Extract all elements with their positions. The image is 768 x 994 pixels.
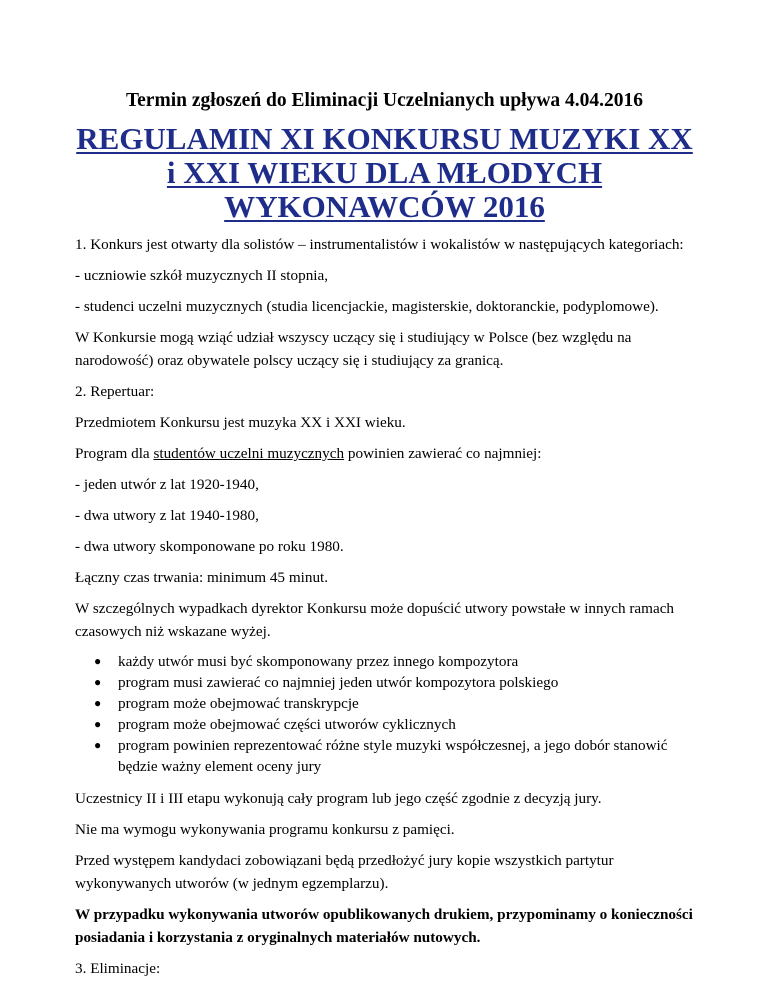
bullet-icon: ● (94, 738, 102, 752)
jury-decision-paragraph: Uczestnicy II i III etapu wykonują cały program lub jego część zgodnie z decyzją jury. (75, 790, 602, 807)
eligibility-paragraph: W Konkursie mogą wziąć udział wszyscy uczący się i studiujący w Polsce (bez względu na narodowość) oraz obywatele polscy uczący się i studiujący za granicą. (75, 329, 632, 369)
list-item (94, 714, 694, 735)
requirement-after-1980: - dwa utwory skomponowane po roku 1980. (75, 538, 344, 555)
list-item-text: program może obejmować transkrypcje (118, 695, 359, 712)
title-line-1: REGULAMIN XI KONKURSU MUZYKI XX (76, 121, 693, 156)
list-item (94, 672, 694, 693)
section-3-heading: 3. Eliminacje: (75, 960, 161, 977)
requirement-1940-1980: - dwa utwory z lat 1940-1980, (75, 507, 259, 524)
program-rules-list (75, 651, 694, 777)
exceptions-paragraph: W szczególnych wypadkach dyrektor Konkursu może dopuścić utwory powstałe w innych ramach czasowych niż wskazane wyżej. (75, 600, 675, 640)
bullet-icon: ● (94, 696, 102, 710)
repertoire-subject: Przedmiotem Konkursu jest muzyka XX i XXI wieku. (75, 414, 406, 431)
score-copies-paragraph: Przed występem kandydaci zobowiązani będą przedłożyć jury kopie wszystkich partytur wykonywanych utworów (w jednym egzemplarzu). (75, 852, 614, 892)
section-1-heading: 1. Konkurs jest otwarty dla solistów – instrumentalistów i wokalistów w następujących kategoriach: (75, 236, 684, 253)
total-duration: Łączny czas trwania: minimum 45 minut. (75, 569, 329, 586)
list-item (94, 735, 694, 777)
list-item-text: każdy utwór musi być skomponowany przez innego kompozytora (118, 653, 519, 670)
list-item-text: program może obejmować części utworów cyklicznych (118, 716, 456, 733)
title-line-3: WYKONAWCÓW 2016 (224, 189, 545, 224)
original-materials-notice: W przypadku wykonywania utworów opublikowanych drukiem, przypominamy o konieczności posiadania i korzystania z oryginalnych materiałów nutowych. (75, 906, 693, 946)
list-item-text: program powinien reprezentować różne style muzyki współczesnej, a jego dobór stanowić będzie ważny element oceny jury (118, 737, 668, 775)
list-item-text: program musi zawierać co najmniej jeden utwór kompozytora polskiego (118, 674, 559, 691)
deadline-notice: Termin zgłoszeń do Eliminacji Uczelnianych upływa 4.04.2016 (125, 90, 644, 111)
section-2-heading: 2. Repertuar: (75, 383, 155, 400)
bullet-icon: ● (94, 717, 102, 731)
category-school-students: - uczniowie szkół muzycznych II stopnia, (75, 267, 329, 284)
program-intro-post: powinien zawierać co najmniej: (344, 445, 542, 462)
bullet-icon: ● (94, 654, 102, 668)
document-title (75, 122, 694, 224)
category-university-students: - studenci uczelni muzycznych (studia licencjackie, magisterskie, doktoranckie, podyplomowe). (75, 298, 659, 315)
program-requirements-intro (75, 442, 694, 465)
university-students-link[interactable]: studentów uczelni muzycznych (153, 445, 345, 462)
list-item (94, 693, 694, 714)
bullet-icon: ● (94, 675, 102, 689)
title-line-2: i XXI WIEKU DLA MŁODYCH (166, 155, 603, 190)
program-intro-pre: Program dla (75, 445, 154, 462)
memory-requirement-paragraph: Nie ma wymogu wykonywania programu konkursu z pamięci. (75, 821, 455, 838)
requirement-1920-1940: - jeden utwór z lat 1920-1940, (75, 476, 259, 493)
list-item (94, 651, 694, 672)
